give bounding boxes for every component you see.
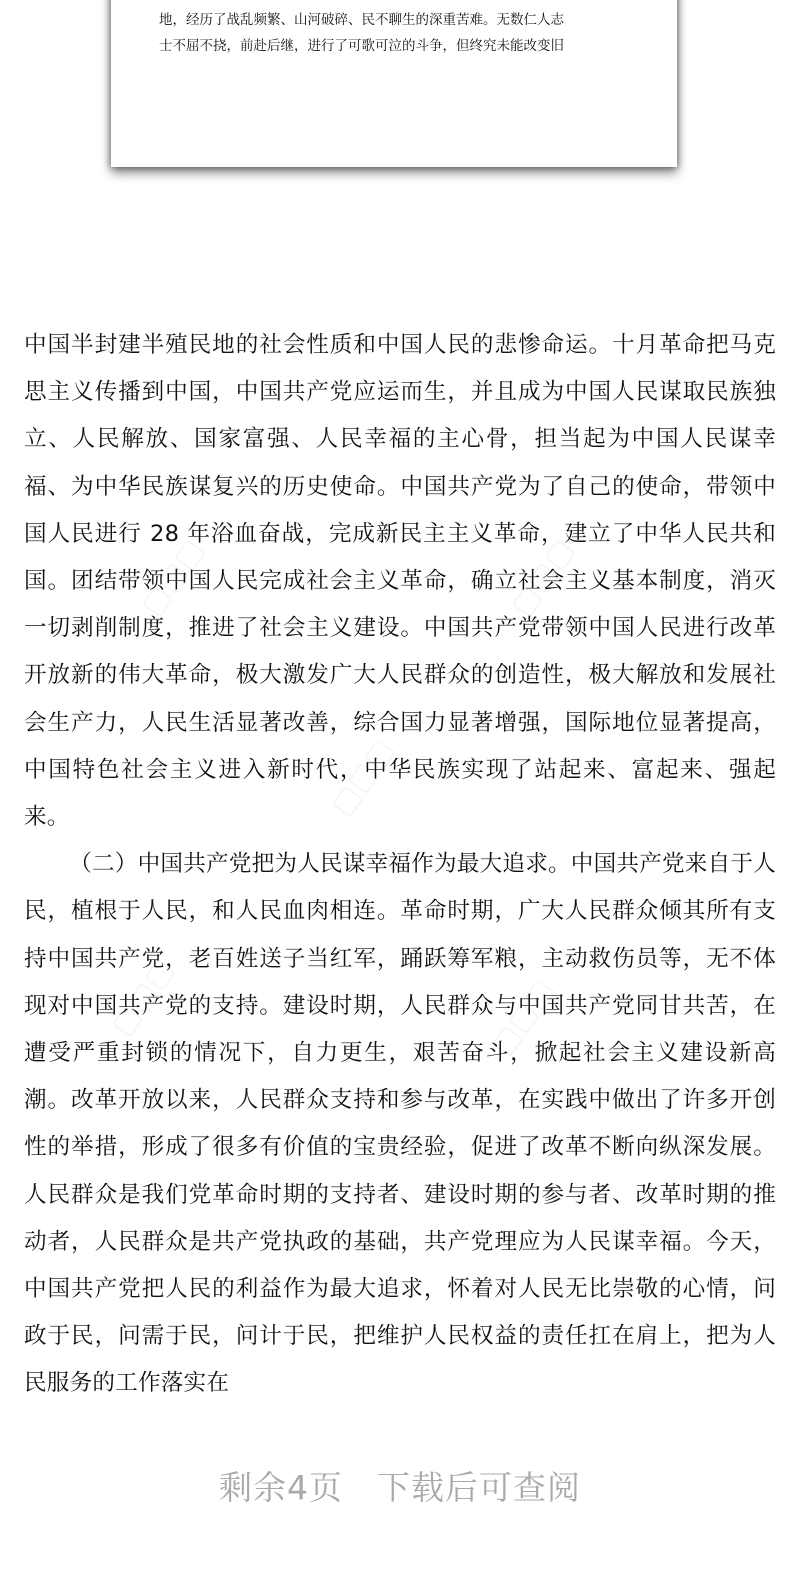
document-body <box>24 322 776 1408</box>
remaining-pages-label: 剩余4页 <box>219 1468 343 1507</box>
paragraph-section-two: （二）中国共产党把为人民谋幸福作为最大追求。中国共产党来自于人民，植根于人民，和人民血肉相连。革命时期，广大人民群众倾其所有支持中国共产党，老百姓送子当红军，踊跃筹军粮，主动救伤员等，无不体现对中国共产党的支持。建设时期，人民群众与中国共产党同甘共苦，在遭受严重封锁的情况下，自力更生，艰苦奋斗，掀起社会主义建设新高潮。改革开放以来，人民群众支持和参与改革，在实践中做出了许多开创性的举措，形成了很多有价值的宝贵经验，促进了改革不断向纵深发展。人民群众是我们党革命时期的支持者、建设时期的参与者、改革时期的推动者，人民群众是共产党执政的基础，共产党理应为人民谋幸福。今天，中国共产党把人民的利益作为最大追求，怀着对人民无比崇敬的心情，问政于民，问需于民，问计于民，把维护人民权益的责任扛在肩上，把为人民服务的工作落实在 <box>24 851 776 1397</box>
watermark-mark: ▢▢▢ <box>133 532 212 623</box>
preview-line-1: 地，经历了战乱频繁、山河破碎、民不聊生的深重苦难。无数仁人志 <box>159 12 564 28</box>
paragraph-continued: 中国半封建半殖民地的社会性质和中国人民的悲惨命运。十月革命把马克思主义传播到中国，中国共产党应运而生，并且成为中国人民谋取民族独立、人民解放、国家富强、人民幸福的主心骨，担当起为中国人民谋幸福、为中华民族谋复兴的历史使命。中国共产党为了自己的使命，带领中国人民进行 28 年浴血奋战，完成新民主主义革命，建立了中华人民共和国。团结带领中国人民完成社会主义革命，确立社会主义基本制度，消灭一切剥削制度，推进了社会主义建设。中国共产党带领中国人民进行改革开放新的伟大革命，极大激发广大人民群众的创造性，极大解放和发展社会生产力，人民生活显著改善，综合国力显著增强，国际地位显著提高，中国特色社会主义进入新时代，中华民族实现了站起来、富起来、强起来。 <box>24 332 776 831</box>
preview-cut-line <box>159 0 639 2</box>
watermark-mark: ▢▢▢ <box>503 532 582 623</box>
download-to-view-link[interactable]: 下载后可查阅 <box>377 1468 581 1507</box>
watermark-mark: ▢▢▢ <box>323 732 402 823</box>
preview-line-2: 士不屈不挠，前赴后继，进行了可歌可泣的斗争，但终究未能改变旧 <box>159 38 564 54</box>
download-prompt[interactable] <box>0 1462 800 1509</box>
previous-page-preview <box>111 0 677 167</box>
watermark-mark: ▢▢▢ <box>483 972 562 1063</box>
watermark-mark: ▢▢▢ <box>103 952 182 1043</box>
